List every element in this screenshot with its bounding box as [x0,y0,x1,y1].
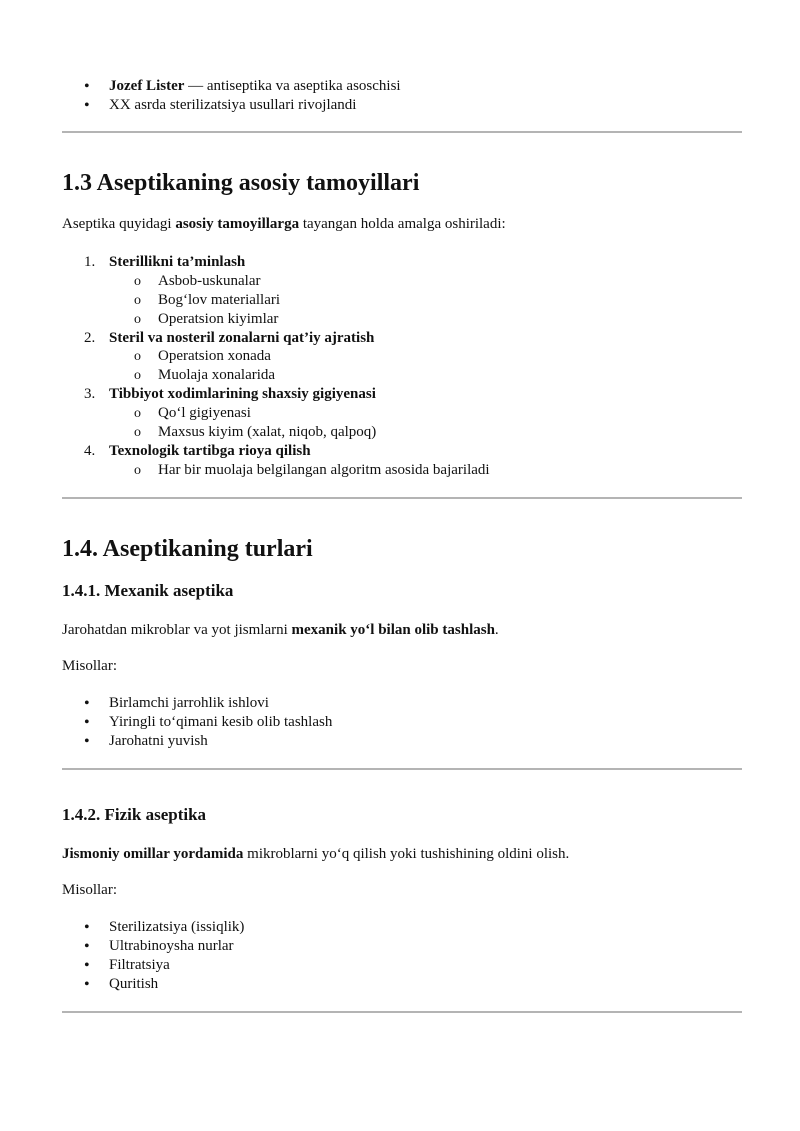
subsection-description [62,845,569,864]
list-item [109,77,401,96]
sub-bullet-marker: o [134,293,141,308]
principle-title: Steril va nosteril zonalarni qat’iy ajratish [109,330,375,346]
list-number: 2. [84,330,96,346]
examples-label: Misollar: [62,882,117,898]
sub-bullet-marker: o [134,425,141,440]
list-number: 4. [84,443,96,459]
list-item: Birlamchi jarrohlik ishlovi [109,695,269,711]
sub-bullet-marker: o [134,274,141,289]
bullet-marker [84,102,92,110]
desc-text: . [494,622,499,638]
horizontal-rule [62,1011,742,1013]
intro-bold: asosiy tamoyillarga [175,216,300,232]
desc-bold: Jismoniy omillar yordamida [62,846,244,862]
list-item: Filtratsiya [109,957,170,973]
desc-bold: mexanik yo‘l bilan olib tashlash [291,622,495,638]
list-item: Jarohatni yuvish [109,733,208,749]
bullet-marker [84,981,92,989]
list-item-bold: Jozef Lister [109,78,185,94]
principle-title: Texnologik tartibga rioya qilish [109,443,311,459]
sub-list-item: Bog‘lov materiallari [158,292,281,308]
principle-title: Tibbiyot xodimlarining shaxsiy gigiyenasi [109,386,376,402]
bullet-marker [84,962,92,970]
sub-list-item: Maxsus kiyim (xalat, niqob, qalpoq) [158,424,377,440]
bullet-marker [84,83,92,91]
section-heading: 1.4. Aseptikaning turlari [62,536,313,562]
section-intro [62,215,506,234]
list-item-text: — antiseptika va aseptika asoschisi [184,78,401,94]
list-item: Sterilizatsiya (issiqlik) [109,919,245,935]
subsection-heading: 1.4.1. Mexanik aseptika [62,581,234,600]
list-number: 1. [84,254,96,270]
sub-bullet-marker: o [134,406,141,421]
sub-bullet-marker: o [134,368,141,383]
bullet-marker [84,700,92,708]
section-heading: 1.3 Aseptikaning asosiy tamoyillari [62,170,420,196]
sub-list-item: Qo‘l gigiyenasi [158,405,251,421]
sub-list-item: Operatsion kiyimlar [158,311,279,327]
list-item: Ultrabinoysha nurlar [109,938,234,954]
sub-bullet-marker: o [134,312,141,327]
intro-text: Aseptika quyidagi [62,216,176,232]
subsection-description [62,621,499,640]
list-item: Quritish [109,976,159,992]
desc-text: Jarohatdan mikroblar va yot jismlarni [62,622,292,638]
bullet-marker [84,719,92,727]
horizontal-rule [62,768,742,770]
subsection-heading: 1.4.2. Fizik aseptika [62,805,207,824]
intro-text: tayangan holda amalga oshiriladi: [299,216,506,232]
principle-title: Sterillikni ta’minlash [109,254,246,270]
sub-bullet-marker: o [134,463,141,478]
horizontal-rule [62,497,742,499]
bullet-marker [84,738,92,746]
list-item: Yiringli to‘qimani kesib olib tashlash [109,714,333,730]
sub-list-item: Har bir muolaja belgilangan algoritm asosida bajariladi [158,462,490,478]
desc-text: mikroblarni yo‘q qilish yoki tushishining oldini olish. [243,846,570,862]
sub-list-item: Muolaja xonalarida [158,367,276,383]
bullet-marker [84,943,92,951]
list-number: 3. [84,386,96,402]
sub-list-item: Asbob-uskunalar [158,273,261,289]
bullet-marker [84,924,92,932]
examples-label: Misollar: [62,658,117,674]
list-item: XX asrda sterilizatsiya usullari rivojlandi [109,97,357,113]
sub-list-item: Operatsion xonada [158,348,271,364]
horizontal-rule [62,131,742,133]
sub-bullet-marker: o [134,349,141,364]
